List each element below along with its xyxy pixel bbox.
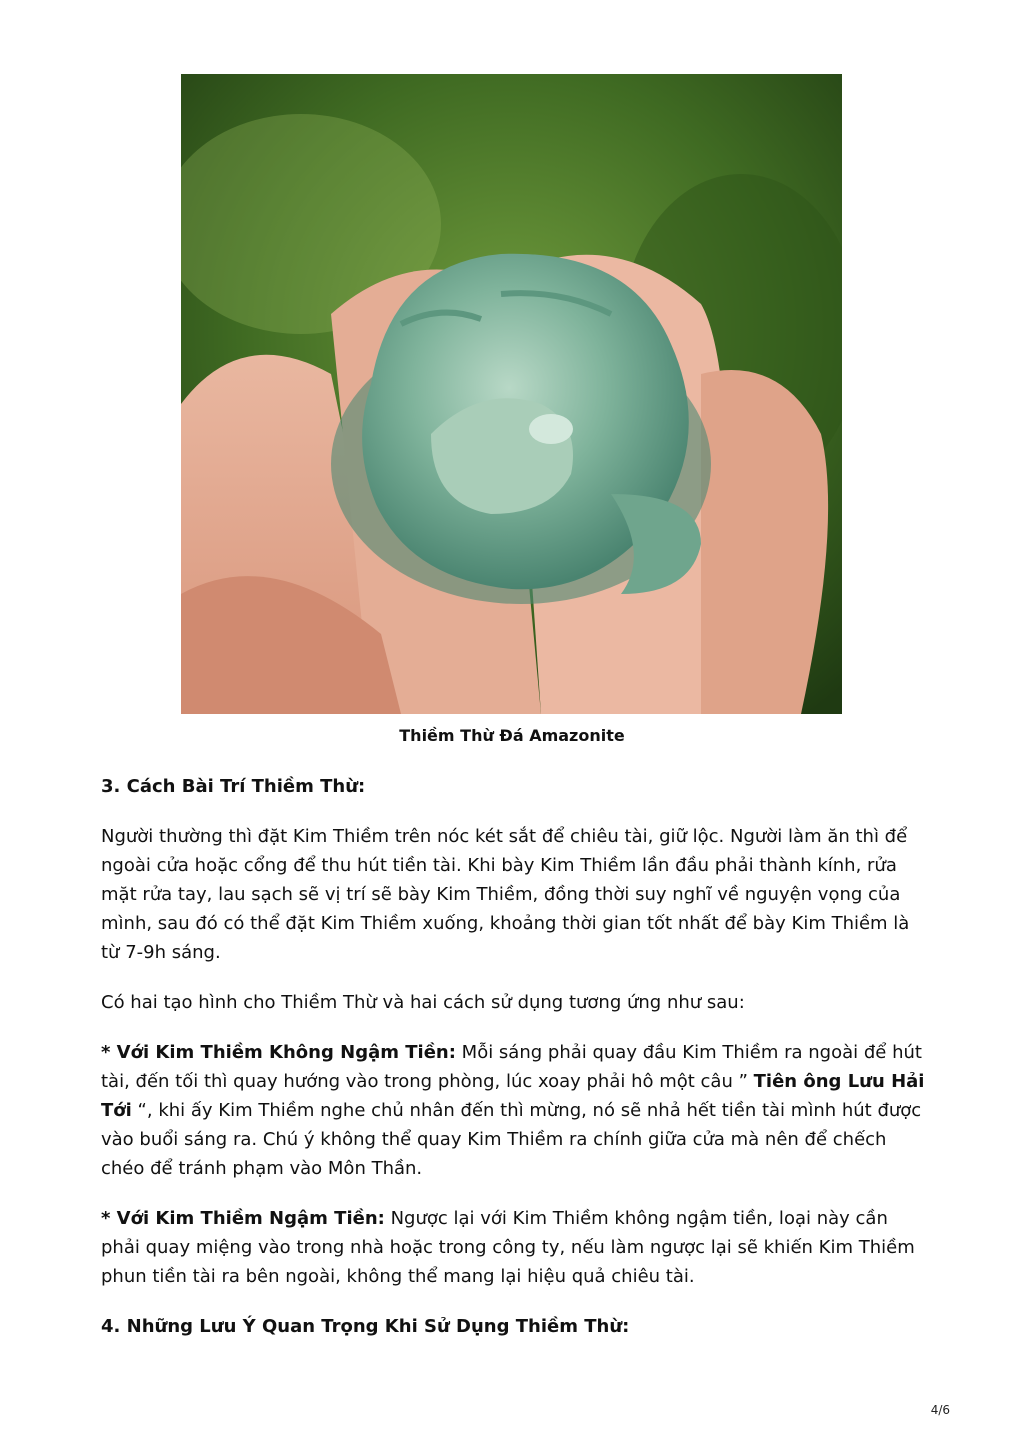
item-coin-toad <box>101 1204 927 1291</box>
article-body <box>101 772 927 1341</box>
item1-bold-phrase: Tiên ông Lưu Hải Tới <box>101 1071 925 1121</box>
item2-text: Ngược lại với Kim Thiềm không ngậm tiền, loại này cần phải quay miệng vào trong nhà hoặc trong công ty, nếu làm ngược lại sẽ khiến Kim Thiềm phun tiền tài ra bên ngoài, không thể mang lại hiệu quả chiêu tài. <box>101 1208 915 1287</box>
item-no-coin-toad <box>101 1038 927 1183</box>
section4-heading: 4. Những Lưu Ý Quan Trọng Khi Sử Dụng Thiềm Thừ: <box>101 1316 630 1337</box>
item1-text-b: “, khi ấy Kim Thiềm nghe chủ nhân đến thì mừng, nó sẽ nhả hết tiền tài mình hút được vào buổi sáng ra. Chú ý không thể quay Kim Thiềm ra chính giữa cửa mà nên để chếch chéo để tránh phạm vào Môn Thần. <box>101 1100 922 1179</box>
section3-paragraph-2: Có hai tạo hình cho Thiềm Thừ và hai cách sử dụng tương ứng như sau: <box>101 992 745 1013</box>
section3-heading: 3. Cách Bài Trí Thiềm Thừ: <box>101 776 366 797</box>
item2-label: * Với Kim Thiềm Ngậm Tiền: <box>101 1208 385 1229</box>
section3-paragraph-1: Người thường thì đặt Kim Thiềm trên nóc két sắt để chiêu tài, giữ lộc. Người làm ăn thì để ngoài cửa hoặc cổng để thu hút tiền tài. Khi bày Kim Thiềm lần đầu phải thành kính, rửa mặt rửa tay, lau sạch sẽ vị trí sẽ bày Kim Thiềm, đồng thời suy nghĩ về nguyện vọng của mình, sau đó có thể đặt Kim Thiềm xuống, khoảng thời gian tốt nhất để bày Kim Thiềm là từ 7-9h sáng. <box>101 826 910 963</box>
item1-label: * Với Kim Thiềm Không Ngậm Tiền: <box>101 1042 456 1063</box>
figure-caption: Thiềm Thừ Đá Amazonite <box>399 726 625 745</box>
item1-text-a: Mỗi sáng phải quay đầu Kim Thiềm ra ngoài để hút tài, đến tối thì quay hướng vào trong phòng, lúc xoay phải hô một câu ” <box>101 1042 922 1092</box>
page-number: 4/6 <box>930 1403 950 1417</box>
jade-toad-photo <box>181 74 842 714</box>
